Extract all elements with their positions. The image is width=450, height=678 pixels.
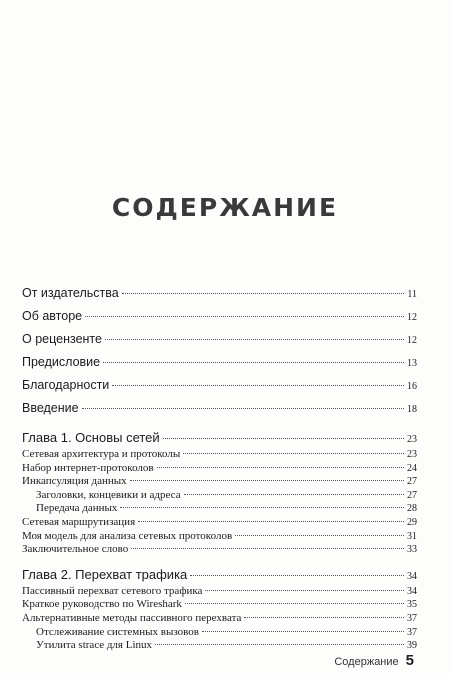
running-footer-text: Содержание [334,656,399,668]
toc-section-label: Заключительное слово [22,543,129,556]
toc-page-number: 23 [407,434,417,445]
toc-section[interactable] [22,516,417,530]
toc-entry-about-reviewer[interactable] [22,328,417,351]
toc-section-label: Альтернативные методы пассивного перехвата [22,611,242,624]
dot-leader [131,548,404,549]
toc-page-number: 37 [407,626,417,638]
page-footer [334,652,414,669]
toc-entry-label: О рецензенте [22,332,102,346]
dot-leader [138,521,404,522]
toc-section[interactable] [22,530,417,544]
toc-section-label: Набор интернет-протоколов [22,461,154,474]
page-title: СОДЕРЖАНИЕ [111,193,339,222]
toc-section-label: Инкапсуляция данных [22,475,127,488]
toc-section[interactable] [22,612,417,626]
dot-leader [112,385,404,386]
toc-section[interactable] [22,448,417,462]
toc-section[interactable] [22,543,417,557]
toc-section-label: Сетевая архитектура и протоколы [22,448,181,460]
chapter-title: Глава 2. Перехват трафика [22,566,188,582]
toc-entry-label: Введение [22,401,79,415]
toc-subsection[interactable] [22,489,417,503]
dot-leader [235,535,404,536]
toc-entry-label: От издательства [22,286,119,300]
toc-entry-introduction[interactable] [22,397,417,420]
dot-leader [155,644,404,645]
toc-subsection-label: Передача данных [36,502,118,515]
toc-section-label: Краткое руководство по Wireshark [22,598,182,611]
dot-leader [205,590,404,591]
toc-page-number: 12 [407,335,417,346]
toc-section-label: Моя модель для анализа сетевых протоколов [22,529,233,542]
dot-leader [190,575,404,576]
toc-page-number: 13 [407,358,417,369]
toc-page-number: 33 [407,544,417,556]
toc-page-number: 34 [407,570,417,582]
toc-entry-label: Благодарности [22,378,110,392]
dot-leader [184,494,404,495]
toc-page-number: 28 [407,503,417,515]
toc-section[interactable] [22,462,417,476]
dot-leader [202,631,404,632]
toc-chapter-1[interactable] [22,428,417,448]
toc-subsection[interactable] [22,502,417,516]
toc-section-label: Пассивный перехват сетевого трафика [22,584,203,597]
toc-page-number: 35 [407,599,417,611]
toc-page-number: 27 [407,476,417,488]
toc-section[interactable] [22,598,417,612]
toc-page-number: 39 [407,640,417,652]
toc-section-label: Сетевая маршрутизация [22,515,136,528]
table-of-contents [22,282,417,653]
toc-subsection-label: Утилита strace для Linux [36,639,152,652]
toc-page-number: 12 [407,312,417,323]
dot-leader [185,603,404,604]
dot-leader [183,453,404,454]
toc-subsection[interactable] [22,626,417,640]
page-number: 5 [405,652,414,669]
toc-page-number: 34 [407,585,417,597]
dot-leader [82,408,404,409]
dot-leader [85,316,404,317]
toc-entry-label: Об авторе [22,309,83,323]
toc-subsection-label: Отслеживание системных вызовов [36,625,199,638]
toc-section[interactable] [22,585,417,599]
toc-entry-preface[interactable] [22,351,417,374]
toc-page-number: 31 [407,530,417,542]
toc-page-number: 29 [407,516,417,528]
dot-leader [103,362,404,363]
dot-leader [157,467,404,468]
toc-page-number: 16 [407,381,417,392]
toc-chapter-2[interactable] [22,565,417,585]
toc-page-number: 23 [407,449,417,460]
toc-page-number: 11 [407,289,417,300]
toc-page-number: 18 [407,404,417,415]
toc-page-number: 24 [407,462,417,474]
toc-page-number: 27 [407,489,417,501]
chapter-title: Глава 1. Основы сетей [22,430,160,445]
toc-subsection-label: Заголовки, концевики и адреса [36,488,181,501]
dot-leader [130,480,404,481]
toc-entry-label: Предисловие [22,355,101,369]
dot-leader [120,507,404,508]
dot-leader [244,617,404,618]
dot-leader [105,339,404,340]
toc-entry-acknowledgements[interactable] [22,374,417,397]
toc-entry-from-publisher[interactable] [22,282,417,305]
dot-leader [163,438,404,439]
toc-section[interactable] [22,475,417,489]
toc-subsection[interactable] [22,639,417,653]
toc-page-number: 37 [407,612,417,624]
dot-leader [122,293,405,294]
toc-entry-about-author[interactable] [22,305,417,328]
